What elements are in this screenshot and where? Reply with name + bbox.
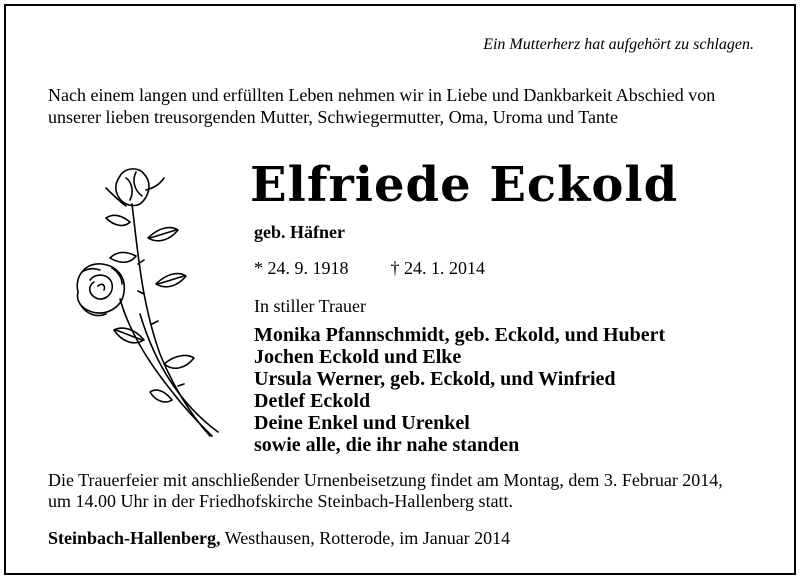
intro-text	[48, 84, 768, 128]
place-town: Steinbach-Hallenberg,	[48, 528, 221, 548]
obituary-card	[4, 4, 796, 575]
funeral-line-1: Die Trauerfeier mit anschließender Urnenbeisetzung findet am Montag, dem 3. Februar 2014,	[48, 470, 723, 490]
mourner-line: Jochen Eckold und Elke	[254, 346, 462, 368]
mourner-line: Monika Pfannschmidt, geb. Eckold, und Hubert	[254, 324, 666, 346]
rose-icon	[60, 164, 230, 444]
mourner-line: Detlef Eckold	[254, 390, 371, 412]
funeral-info	[48, 470, 778, 512]
maiden-name: geb. Häfner	[254, 222, 345, 242]
mourning-label: In stiller Trauer	[254, 296, 366, 316]
motto-text: Ein Mutterherz hat aufgehört zu schlagen.	[483, 36, 754, 53]
intro-line-1: Nach einem langen und erfüllten Leben nehmen wir in Liebe und Dankbarkeit Abschied von	[48, 85, 716, 105]
mourner-line: sowie alle, die ihr nahe standen	[254, 434, 520, 456]
funeral-line-2: um 14.00 Uhr in der Friedhofskirche Steinbach-Hallenberg statt.	[48, 491, 514, 511]
place-and-date	[48, 528, 510, 549]
mourner-line: Deine Enkel und Urenkel	[254, 412, 470, 434]
birth-date: * 24. 9. 1918	[254, 258, 349, 278]
mourners-list	[254, 324, 665, 456]
life-dates	[254, 258, 485, 279]
mourner-line: Ursula Werner, geb. Eckold, und Winfried	[254, 368, 616, 390]
intro-line-2: unserer lieben treusorgenden Mutter, Schwiegermutter, Oma, Uroma und Tante	[48, 107, 618, 127]
death-date: † 24. 1. 2014	[390, 258, 485, 278]
place-rest: Westhausen, Rotterode, im Januar 2014	[220, 528, 511, 548]
deceased-name: Elfriede Eckold	[250, 157, 679, 213]
